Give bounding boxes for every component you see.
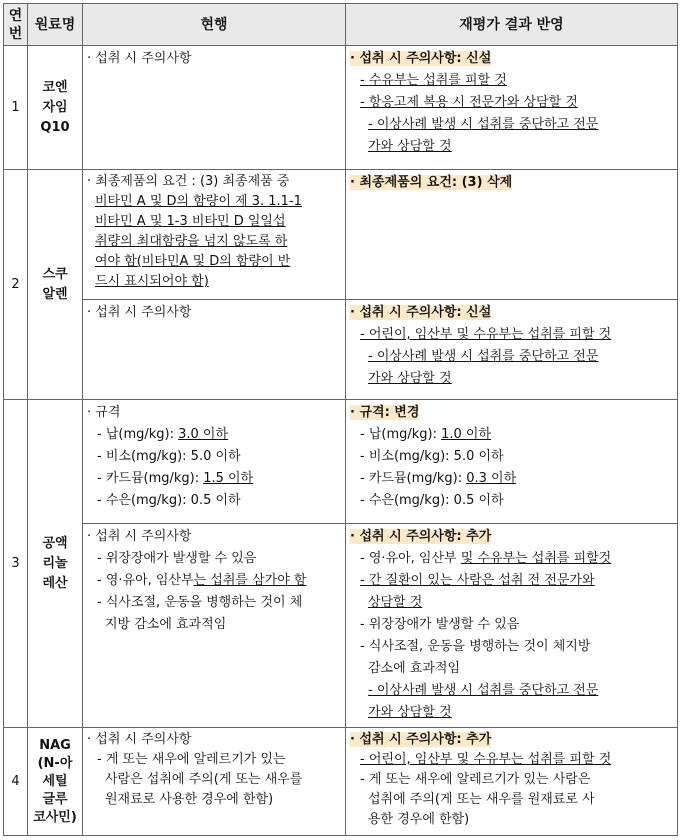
table-row xyxy=(4,400,678,524)
header-result: 재평가 결과 반영 xyxy=(346,4,678,46)
result-title: · 섭취 시 주의사항: 추가 xyxy=(350,529,492,544)
result-title: · 섭취 시 주의사항: 추가 xyxy=(350,732,492,747)
result-cell: · 섭취 시 주의사항: 신설 - 어린이, 임산부 및 수유부는 섭취를 피할 것 - 이상사례 발생 시 섭취를 중단하고 전문 가와 상담할 것 xyxy=(346,300,678,400)
current-cell: · 최종제품의 요건 : (3) 최종제품 중 비타민 A 및 D의 함량이 제 3. 1.1-1 비타민 A 및 1-3 비타민 D 일일섭 취량의 최대함량을 넘지 않도록 하 여야 함(비타민A 및 D의 함량이 반 드시 표시되어야 함) xyxy=(83,170,346,300)
result-title: · 섭취 시 주의사항: 신설 xyxy=(350,305,492,320)
ingredient-name: 스쿠 알렌 xyxy=(28,170,83,400)
result-cell: · 섭취 시 주의사항: 추가 - 영·유아, 임산부 및 수유부는 섭취를 피할것 - 간 질환이 있는 사람은 섭취 전 전문가와 상담할 것 - 위장장애가 발생할 수 있음 - 식사조절, 운동을 병행하는 것이 체지방 감소에 효과적임 - 이상사례 발생 시 섭취를 중단하고 전문 가와 상담할 것 xyxy=(346,524,678,728)
current-cell: · 섭취 시 주의사항 xyxy=(83,46,346,170)
row-number: 3 xyxy=(4,400,28,728)
result-cell xyxy=(346,170,678,300)
ingredient-name: NAG (N-아 세틸 글루 코사민) xyxy=(28,728,83,836)
current-cell: · 섭취 시 주의사항 - 위장장애가 발생할 수 있음 - 영·유아, 임산부는 섭취를 삼가야 함 - 식사조절, 운동을 병행하는 것이 체 지방 감소에 효과적임 xyxy=(83,524,346,728)
row-number: 1 xyxy=(4,46,28,170)
table-row xyxy=(4,524,678,728)
table-row xyxy=(4,170,678,300)
table-row xyxy=(4,46,678,170)
reevaluation-table xyxy=(3,3,678,836)
ingredient-name: 코엔 자임 Q10 xyxy=(28,46,83,170)
result-cell: · 섭취 시 주의사항: 신설 - 수유부는 섭취를 피할 것 - 항응고제 복용 시 전문가와 상담할 것 - 이상사례 발생 시 섭취를 중단하고 전문 가와 상담할 것 xyxy=(346,46,678,170)
table-row xyxy=(4,728,678,836)
result-cell: · 규격: 변경 - 납(mg/kg): 1.0 이하 - 비소(mg/kg): 5.0 이하 - 카드뮴(mg/kg): 0.3 이하 - 수은(mg/kg): 0.5 이하 xyxy=(346,400,678,524)
result-title: · 최종제품의 요건: (3) 삭제 xyxy=(350,175,513,190)
header-current: 현행 xyxy=(83,4,346,46)
current-cell: · 섭취 시 주의사항 - 게 또는 새우에 알레르기가 있는 사람은 섭취에 주의(게 또는 새우를 원재료로 사용한 경우에 한함) xyxy=(83,728,346,836)
result-title: · 섭취 시 주의사항: 신설 xyxy=(350,51,492,66)
current-cell: · 섭취 시 주의사항 xyxy=(83,300,346,400)
row-number: 2 xyxy=(4,170,28,400)
ingredient-name: 공액 리놀 레산 xyxy=(28,400,83,728)
current-cell: · 규격 - 납(mg/kg): 3.0 이하 - 비소(mg/kg): 5.0 이하 - 카드뮴(mg/kg): 1.5 이하 - 수은(mg/kg): 0.5 이하 xyxy=(83,400,346,524)
header-name: 원료명 xyxy=(28,4,83,46)
table-row xyxy=(4,300,678,400)
header-no: 연 번 xyxy=(4,4,28,46)
result-title: · 규격: 변경 xyxy=(350,405,420,420)
row-number: 4 xyxy=(4,728,28,836)
result-cell: · 섭취 시 주의사항: 추가 - 어린이, 임산부 및 수유부는 섭취를 피할 것 - 게 또는 새우에 알레르기가 있는 사람은 섭취에 주의(게 또는 새우를 원재료로 사 용한 경우에 한함) xyxy=(346,728,678,836)
